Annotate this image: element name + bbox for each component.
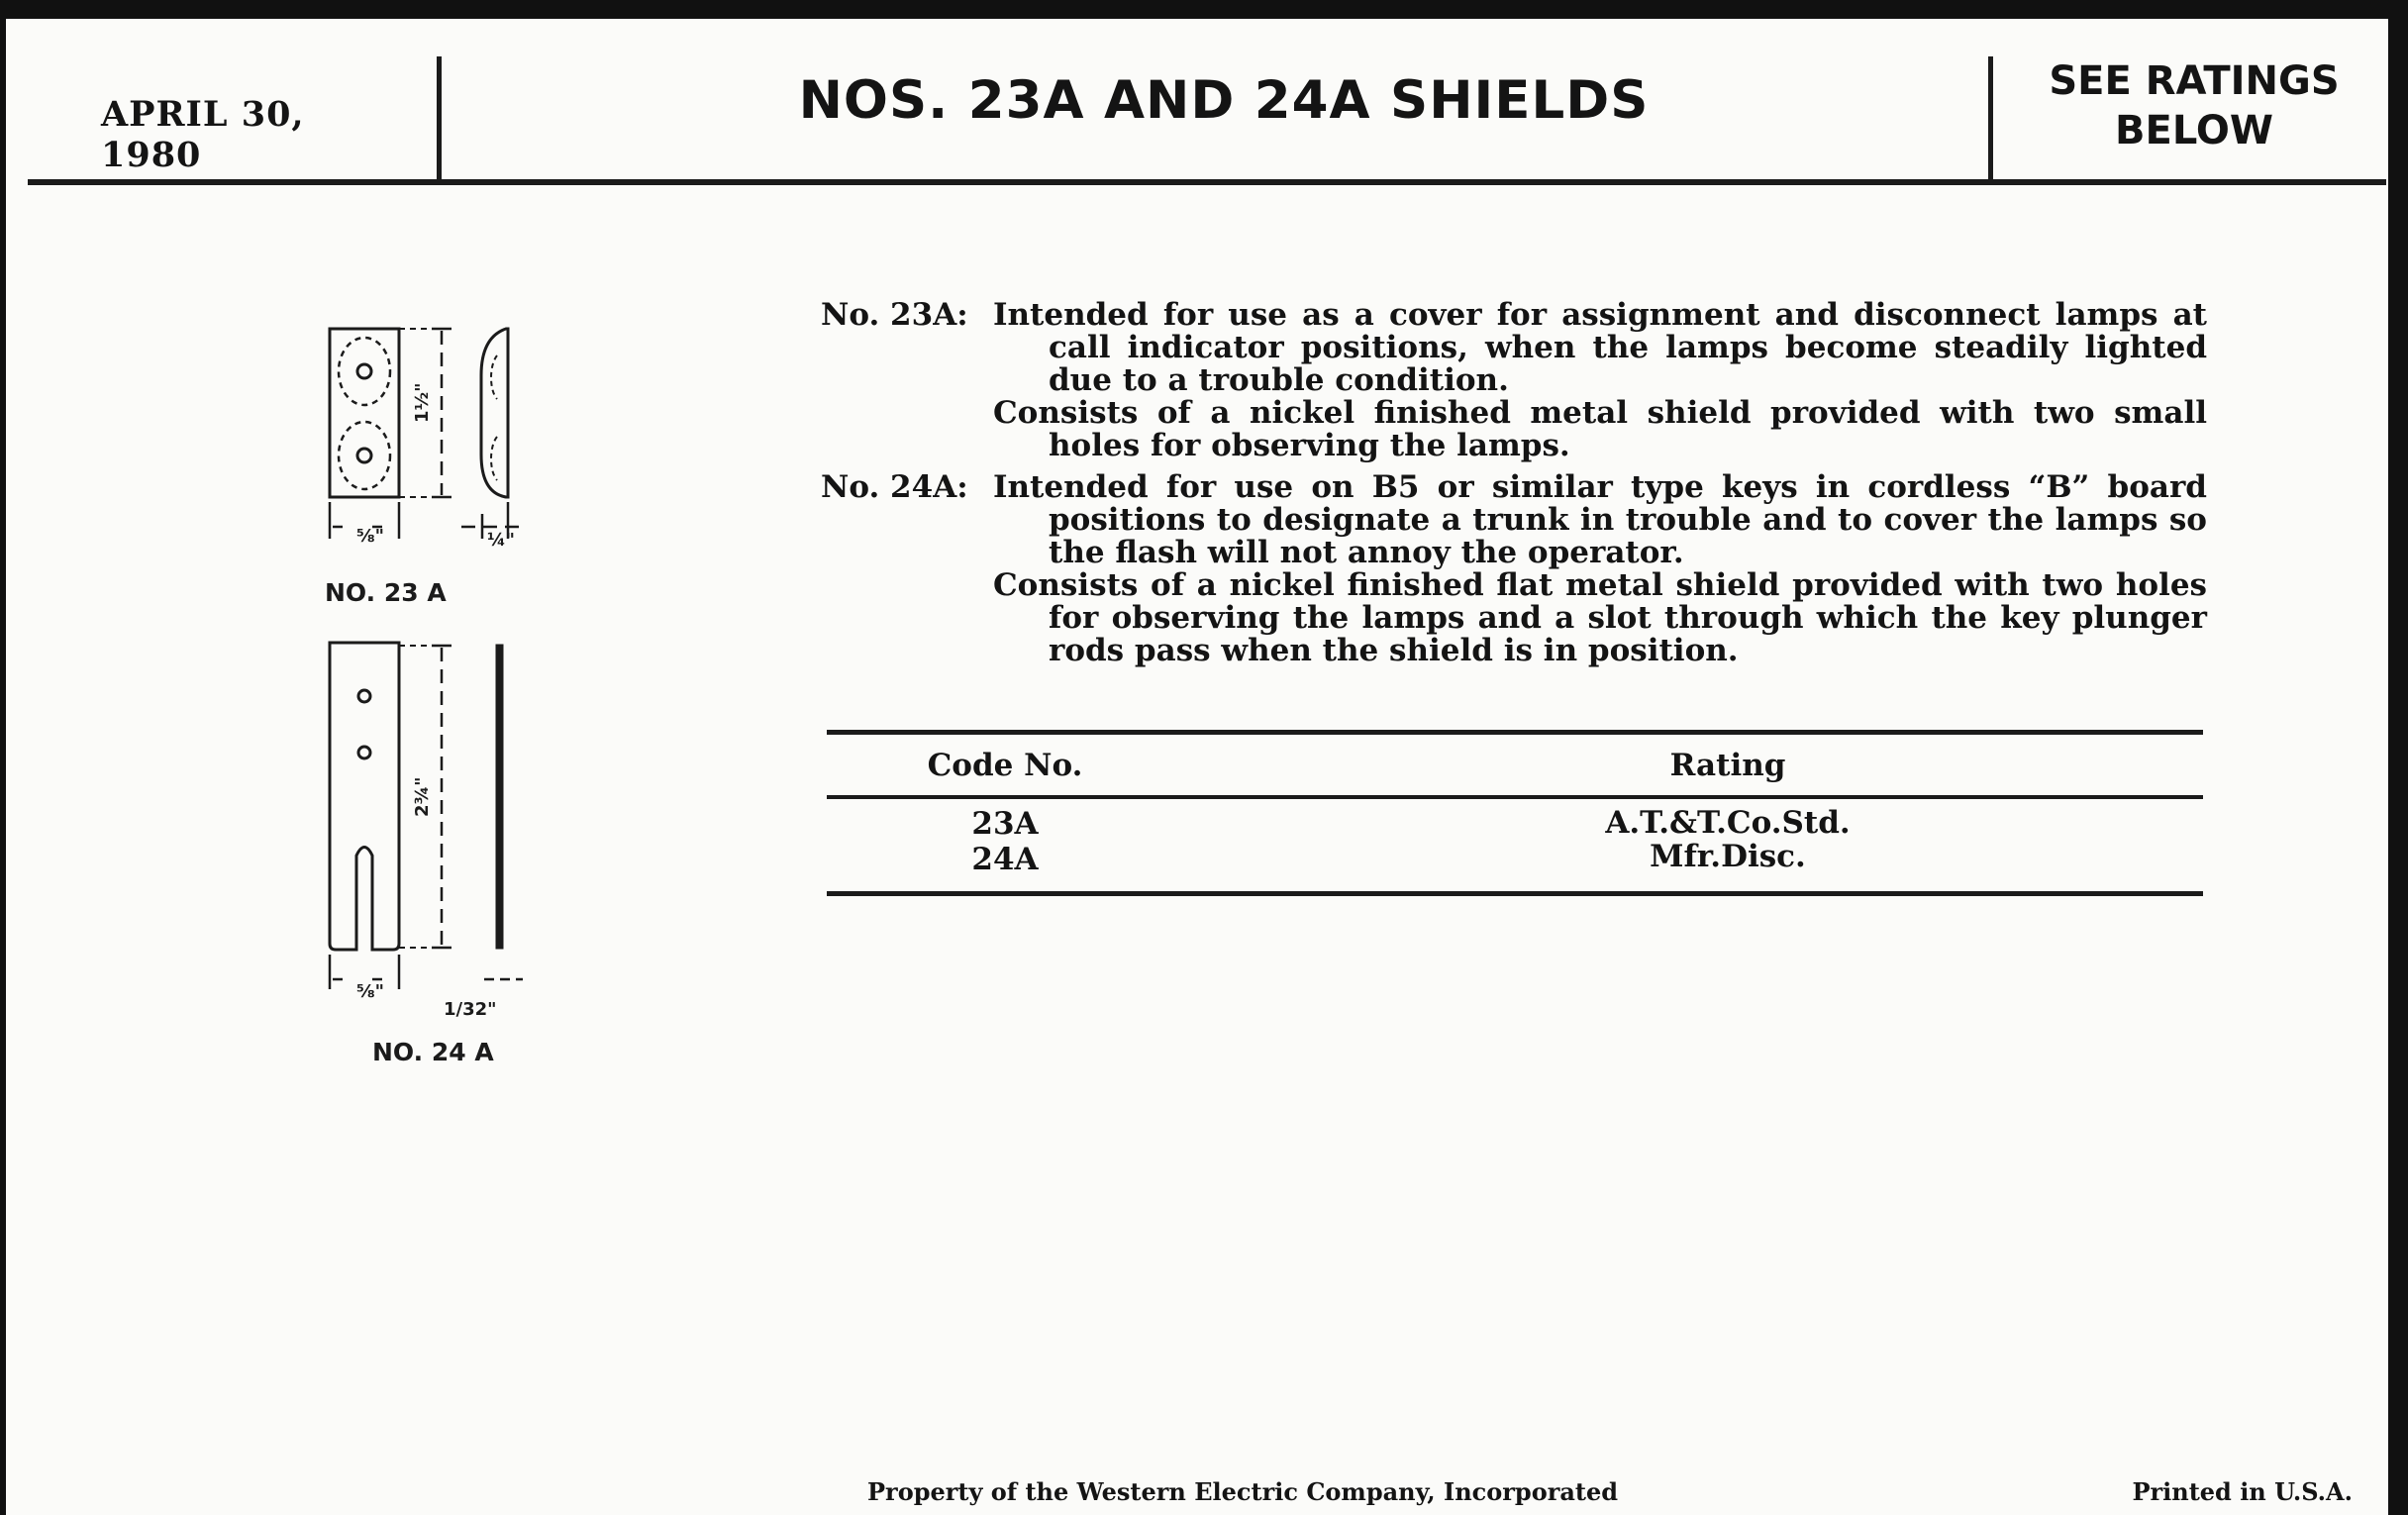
catalog-sheet <box>6 19 2388 1515</box>
dim-23a-width: ⅝" <box>356 526 385 547</box>
shield-24a-lower-hole <box>358 747 370 758</box>
description-24a <box>821 471 2207 667</box>
description-code: No. 23A: <box>821 297 968 333</box>
shield-24a-upper-hole <box>358 690 370 702</box>
label-no-24a: NO. 24 A <box>372 1038 494 1066</box>
footer-printed-in: Printed in U.S.A. <box>2132 1477 2353 1506</box>
description-code: No. 24A: <box>821 469 968 505</box>
shield-23a-lower-opening <box>339 422 390 489</box>
shield-23a-upper-opening <box>339 338 390 405</box>
table-bottom-rule <box>827 891 2203 896</box>
shield-23a-side-hidden-upper <box>491 355 497 399</box>
shield-23a-upper-hole <box>357 364 371 378</box>
header-code-no: Code No. <box>927 747 1083 783</box>
shield-23a-lower-hole <box>357 449 371 462</box>
page-title: NOS. 23A AND 24A SHIELDS <box>798 70 1650 131</box>
shield-24a-side <box>497 646 502 948</box>
description-paragraph: Consists of a nickel finished flat metal shield provided with two holes for observing the lamps and a slot through which the key plunger rods pass when the shield is in position. <box>993 567 2207 668</box>
shield-23a-front <box>330 329 399 497</box>
ratings-table <box>827 730 2203 896</box>
dim-23a-height: 1½" <box>412 382 433 423</box>
footer-property-note: Property of the Western Electric Company, Incorporated <box>867 1477 1619 1506</box>
shield-drawings <box>303 316 560 1088</box>
ratings-note-line2: BELOW <box>2115 108 2273 153</box>
table-body <box>827 799 2203 891</box>
dim-23a-depth: ¼" <box>487 530 516 551</box>
dim-24a-thickness: 1/32" <box>444 999 497 1020</box>
code-cell: 24A <box>971 842 1039 877</box>
ratings-note <box>1996 56 2392 155</box>
shield-descriptions <box>821 299 2207 667</box>
header-rating: Rating <box>1669 747 1786 783</box>
rating-column <box>1253 806 2203 891</box>
table-header-row <box>827 735 2203 795</box>
label-no-23a: NO. 23 A <box>325 578 447 607</box>
issue-date: APRIL 30, 1980 <box>101 94 305 175</box>
header-divider-left <box>437 56 442 181</box>
code-column <box>876 806 1134 891</box>
description-paragraph: Intended for use on B5 or similar type keys in cordless “B” board positions to designate a trunk in trouble and to cover the lamps so the flash will not annoy the operator. <box>993 469 2207 570</box>
shield-23a-side <box>481 329 508 497</box>
rating-cell: Mfr.Disc. <box>1650 839 1806 874</box>
ratings-note-line1: SEE RATINGS <box>2049 58 2340 104</box>
dim-24a-width: ⅝" <box>356 981 385 1002</box>
description-paragraph: Consists of a nickel finished metal shield provided with two small holes for observing the lamps. <box>993 395 2207 463</box>
description-paragraph: Intended for use as a cover for assignment and disconnect lamps at call indicator positions, when the lamps become steadily lighted due to a trouble condition. <box>993 297 2207 398</box>
rating-cell: A.T.&T.Co.Std. <box>1605 805 1851 841</box>
shield-23a-side-hidden-lower <box>491 437 497 480</box>
header-divider-right <box>1988 56 1993 181</box>
dim-24a-height: 2¾" <box>412 776 433 817</box>
header-rule <box>28 179 2386 185</box>
description-23a <box>821 299 2207 462</box>
code-cell: 23A <box>971 806 1039 842</box>
